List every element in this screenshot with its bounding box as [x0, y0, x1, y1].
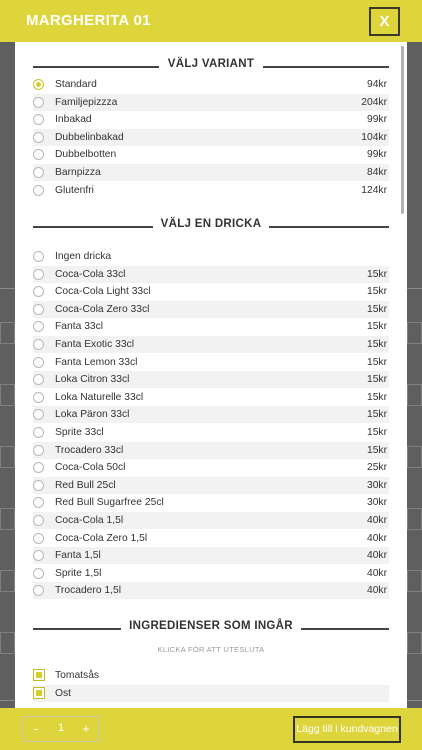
quantity-stepper: [23, 716, 99, 742]
radio-button-icon[interactable]: [33, 585, 44, 596]
drink-option-label: Coca-Cola 50cl: [55, 462, 126, 474]
backdrop-field: [407, 632, 422, 654]
backdrop-field: [0, 508, 15, 530]
drink-option-price: 25kr: [366, 462, 387, 474]
drink-option-row[interactable]: [33, 389, 389, 406]
drink-option-price: 15kr: [366, 374, 387, 386]
drink-option-price: 15kr: [366, 356, 387, 368]
drink-option-row[interactable]: [33, 442, 389, 459]
variant-option-row[interactable]: [33, 129, 389, 146]
drink-option-row[interactable]: [33, 582, 389, 599]
drink-option-price: 15kr: [366, 303, 387, 315]
drink-option-row[interactable]: [33, 371, 389, 388]
drink-option-price: 15kr: [366, 444, 387, 456]
backdrop-field: [0, 446, 15, 468]
radio-button-icon[interactable]: [33, 79, 44, 90]
variant-option-label: Barnpizza: [55, 167, 101, 178]
variant-option-price: 84kr: [366, 167, 387, 178]
variant-section-title: VÄLJ VARIANT: [160, 58, 262, 70]
variant-option-row[interactable]: [33, 146, 389, 163]
drink-option-label: Ingen dricka: [55, 251, 112, 262]
drink-option-row[interactable]: [33, 354, 389, 371]
close-button[interactable]: X: [369, 7, 400, 36]
checkbox-icon[interactable]: [33, 687, 45, 699]
drink-option-label: Loka Citron 33cl: [55, 374, 130, 386]
variant-option-label: Standard: [55, 79, 97, 90]
drink-option-label: Coca-Cola Light 33cl: [55, 286, 151, 298]
checkbox-icon[interactable]: [33, 669, 45, 681]
drink-option-price: 15kr: [366, 409, 387, 421]
drink-option-row[interactable]: [33, 301, 389, 318]
radio-button-icon[interactable]: [33, 515, 44, 526]
modal-header: [0, 0, 422, 42]
drink-section-heading: [33, 216, 389, 236]
radio-button-icon[interactable]: [33, 114, 44, 125]
drink-option-price: 15kr: [366, 268, 387, 280]
backdrop-field: [407, 446, 422, 468]
drink-option-label: Coca-Cola 1,5l: [55, 515, 124, 526]
modal-footer: [0, 708, 422, 750]
variant-option-price: 94kr: [366, 79, 387, 90]
backdrop-field: [0, 632, 15, 654]
radio-button-icon[interactable]: [33, 97, 44, 108]
radio-button-icon[interactable]: [33, 392, 44, 403]
drink-option-price: 15kr: [366, 339, 387, 350]
options-scroll-area[interactable]: [15, 42, 407, 708]
ingredient-option-label: Ost: [55, 687, 72, 699]
variant-option-row[interactable]: [33, 111, 389, 128]
radio-button-icon[interactable]: [33, 550, 44, 561]
variant-option-row[interactable]: [33, 76, 389, 93]
drink-option-row[interactable]: [33, 336, 389, 353]
drink-option-row[interactable]: [33, 318, 389, 335]
radio-button-icon[interactable]: [33, 357, 44, 368]
drink-option-price: 15kr: [366, 391, 387, 403]
variant-option-label: Dubbelinbakad: [55, 131, 124, 143]
drink-option-label: Coca-Cola Zero 1,5l: [55, 532, 148, 544]
radio-button-icon[interactable]: [33, 321, 44, 332]
backdrop-field: [407, 508, 422, 530]
drink-option-price: 40kr: [366, 515, 387, 526]
drink-option-row[interactable]: [33, 424, 389, 441]
variant-section-heading: [33, 56, 389, 76]
quantity-value[interactable]: 1: [57, 722, 65, 734]
backdrop-field: [407, 322, 422, 344]
drink-option-label: Coca-Cola Zero 33cl: [55, 303, 150, 315]
ingredient-option-label: Tomatsås: [55, 670, 100, 681]
add-to-cart-button[interactable]: Lägg till i kundvagnen: [293, 716, 401, 743]
drink-option-label: Trocadero 33cl: [55, 444, 124, 456]
drink-option-row[interactable]: [33, 530, 389, 547]
ingredient-option-row[interactable]: [33, 685, 389, 702]
variant-option-price: 99kr: [366, 114, 387, 126]
drink-option-price: 15kr: [366, 321, 387, 333]
drink-option-row[interactable]: [33, 494, 389, 511]
radio-button-icon[interactable]: [33, 445, 44, 456]
radio-button-icon[interactable]: [33, 497, 44, 508]
radio-button-icon[interactable]: [33, 132, 44, 143]
drink-option-row[interactable]: [33, 477, 389, 494]
drink-option-label: Trocadero 1,5l: [55, 585, 122, 597]
variant-option-label: Dubbelbotten: [55, 149, 117, 161]
scrollbar[interactable]: [401, 46, 404, 214]
backdrop-field: [407, 384, 422, 406]
drink-option-row[interactable]: [33, 266, 389, 283]
drink-option-label: Fanta 33cl: [55, 321, 104, 333]
radio-button-icon[interactable]: [33, 304, 44, 315]
radio-button-icon[interactable]: [33, 167, 44, 178]
drink-option-price: 15kr: [366, 286, 387, 298]
radio-button-icon[interactable]: [33, 533, 44, 544]
drink-option-price: 30kr: [366, 479, 387, 491]
drink-option-price: 30kr: [366, 497, 387, 509]
drink-option-label: Sprite 33cl: [55, 427, 104, 438]
radio-button-icon[interactable]: [33, 251, 44, 262]
drink-option-label: Coca-Cola 33cl: [55, 268, 126, 280]
variant-option-label: Inbakad: [55, 114, 92, 126]
backdrop-field: [407, 570, 422, 592]
drink-option-row[interactable]: [33, 565, 389, 582]
backdrop-field: [0, 322, 15, 344]
drink-option-label: Red Bull 25cl: [55, 479, 116, 491]
drink-option-row[interactable]: [33, 406, 389, 423]
radio-button-icon[interactable]: [33, 409, 44, 420]
radio-button-icon[interactable]: [33, 480, 44, 491]
variant-option-price: 124kr: [361, 184, 387, 196]
backdrop-field: [0, 384, 15, 406]
backdrop-field: [0, 570, 15, 592]
variant-option-row[interactable]: [33, 94, 389, 111]
radio-button-icon[interactable]: [33, 374, 44, 385]
variant-option-row[interactable]: [33, 182, 389, 199]
product-modal: [15, 0, 407, 750]
drink-option-price: 15kr: [366, 427, 387, 438]
radio-button-icon[interactable]: [33, 286, 44, 297]
variant-option-row[interactable]: [33, 164, 389, 181]
drink-option-label: Fanta Exotic 33cl: [55, 339, 134, 350]
drink-option-row[interactable]: [33, 512, 389, 529]
radio-button-icon[interactable]: [33, 149, 44, 160]
ingredient-option-row[interactable]: [33, 667, 389, 684]
increase-quantity-button[interactable]: +: [82, 721, 90, 736]
product-title: MARGHERITA 01: [26, 12, 151, 29]
drink-option-row[interactable]: [33, 547, 389, 564]
drink-option-label: Red Bull Sugarfree 25cl: [55, 497, 164, 509]
variant-option-price: 204kr: [361, 96, 387, 108]
drink-option-price: 40kr: [366, 532, 387, 544]
drink-option-price: 40kr: [366, 585, 387, 597]
exclude-hint: KLICKA FÖR ATT UTESLUTA: [157, 645, 265, 654]
ingredients-section-title: INGREDIENSER SOM INGÅR: [121, 620, 301, 632]
drink-option-label: Fanta Lemon 33cl: [55, 356, 138, 368]
variant-option-price: 104kr: [361, 131, 387, 143]
drink-option-label: Loka Naturelle 33cl: [55, 391, 144, 403]
radio-button-icon[interactable]: [33, 568, 44, 579]
radio-button-icon[interactable]: [33, 269, 44, 280]
variant-option-label: Familjepizzza: [55, 96, 118, 108]
drink-option-row[interactable]: [33, 248, 389, 265]
radio-button-icon[interactable]: [33, 185, 44, 196]
drink-option-label: Sprite 1,5l: [55, 567, 102, 579]
decrease-quantity-button[interactable]: -: [33, 721, 39, 736]
drink-option-row[interactable]: [33, 459, 389, 476]
ingredients-section-heading: [33, 618, 389, 638]
drink-option-price: 40kr: [366, 550, 387, 562]
drink-option-label: Loka Päron 33cl: [55, 409, 130, 421]
drink-option-row[interactable]: [33, 283, 389, 300]
radio-button-icon[interactable]: [33, 462, 44, 473]
drink-section-title: VÄLJ EN DRICKA: [153, 218, 270, 230]
variant-option-price: 99kr: [366, 149, 387, 161]
radio-button-icon[interactable]: [33, 427, 44, 438]
drink-option-label: Fanta 1,5l: [55, 550, 101, 562]
radio-button-icon[interactable]: [33, 339, 44, 350]
variant-option-label: Glutenfri: [55, 184, 94, 196]
drink-option-price: 40kr: [366, 567, 387, 579]
